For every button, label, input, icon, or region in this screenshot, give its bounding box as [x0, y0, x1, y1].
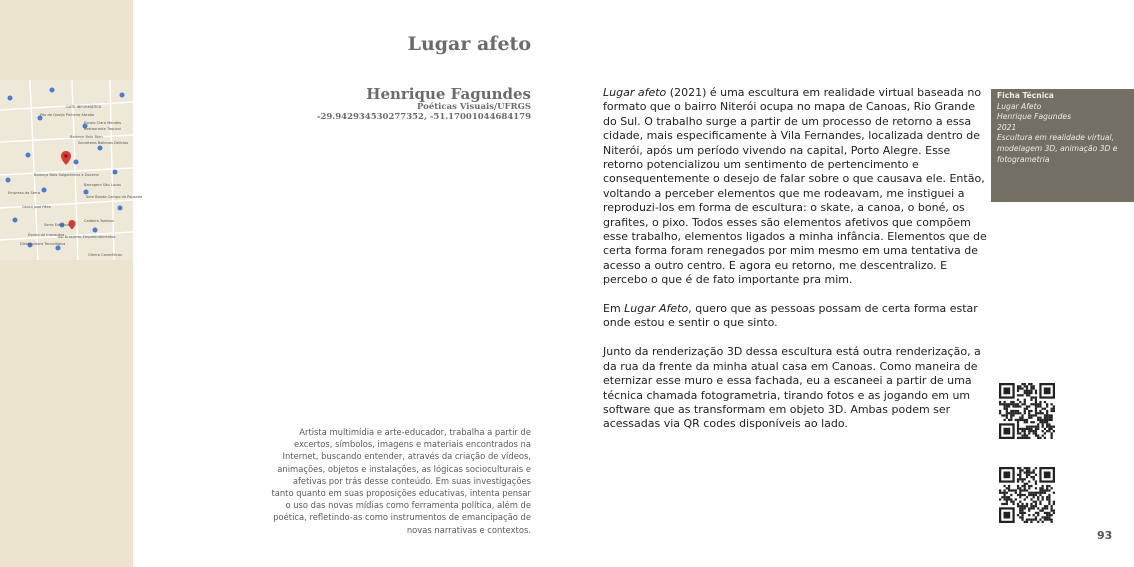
paper-texture-strip: [0, 0, 143, 567]
map-label: Gentil José Pães: [22, 205, 51, 209]
body-paragraph: [603, 86, 987, 288]
map-label: Olmira Cosméticos: [88, 253, 122, 257]
map-label: Barragem São Lucas: [84, 183, 121, 187]
body-paragraph: Junto da renderização 3D dessa escultura está outra renderização, a da rua da frente da minha atual casa em Canoas. Como maneira de eternizar esse muro e essa fachada, eu a escaneei a partir de uma técnica chamada fotogrametria, tirando fotos e as jogando em um software que as transformam em objeto 3D. Ambas podem ser acessadas via QR codes disponíveis ao lado.: [603, 345, 981, 431]
map-label: Sem Banda Campo da Pousada: [86, 195, 143, 199]
map-label: Distribuidora Tecnológica: [20, 242, 66, 246]
map-label: Sorveteria Ballenas Delicias: [78, 141, 129, 145]
qr-code[interactable]: [999, 383, 1055, 439]
paragraph-text: , quero que as pessoas possam de certa forma estar onde estou e sentir o que sinto.: [603, 302, 978, 330]
map-label: Caldeira Tombou: [84, 219, 115, 223]
technical-sheet-line: 2021: [997, 122, 1017, 132]
author-bio: Artista multimídia e arte-educador, trabalha a partir de excertos, símbolos, imagens e materiais encontrados na Internet, buscando entender, através da criação de vídeos, animações, objetos e instalações, as lógicas socioculturais e afetivas por trás desse conteúdo. Em suas investigações tanto quanto em suas proposições educativas, intenta pensar o uso das novas mídias como ferramenta política, além de poética, refletindo-as como instrumentos de emancipação de novas narrativas e contextos.: [271, 427, 531, 535]
map-label: Balanço Bolo Salgadinhos e Doceria: [34, 173, 99, 177]
map-label: Balanço Bolo Bem: [70, 135, 103, 139]
body-paragraph: [603, 302, 987, 331]
author-affiliation: Poéticas Visuais/UFRGS: [417, 102, 531, 113]
author-name: Henrique Fagundes: [366, 85, 531, 103]
author-block: [317, 86, 531, 123]
map-label: Empresa da Serra: [8, 191, 41, 195]
map-label: Sol Brasileiro Empreendimentos: [58, 235, 116, 239]
technical-sheet-line: Escultura em realidade virtual, modelagem 3D, animação 3D e fotogrametria: [997, 133, 1118, 164]
map-label: Escola Clara Mendes: [84, 121, 122, 125]
map-label: Restaurante Tropical: [84, 127, 121, 131]
technical-sheet-line: Henrique Fagundes: [997, 112, 1072, 122]
work-title: Lugar Afeto: [624, 302, 689, 316]
map-label: Escola de Inovações: [28, 233, 65, 237]
paragraph-text: (2021) é uma escultura em realidade virtual baseada no formato que o bairro Niterói ocupa no mapa de Canoas, Rio Grande do Sul. O trabalho surge a partir de um processo de retorno a essa cidade, mais especificamente à Vila Fernandes, localizada dentro de Niterói, após um período vivendo na capital, Porto Alegre. Esse retorno potencializou um sentimento de pertencimento e consequentemente o desejo de falar sobre o que causava ele. Então, voltando a perceber elementos que me rodeavam, me instiguei a reproduzi-los em forma de escultura: o skate, a canoa, o boné, os grafites, o pixo. Todos esses são elementos afetivos que compõem esse trabalho, elementos ligados a minha infância. Elementos que de certa forma foram renegados por mim mesmo em uma tentativa de acesso a outro centro. E agora eu retorno, me descentralizo. E percebo o que é de fato importante pra mim.: [603, 86, 987, 287]
technical-sheet-line: Lugar Afeto: [997, 101, 1042, 111]
technical-sheet-heading: Ficha Técnica: [997, 91, 1054, 100]
map-image: [0, 80, 143, 260]
work-title: Lugar afeto: [603, 86, 667, 99]
page-title: Lugar afeto: [407, 33, 531, 55]
qr-code[interactable]: [999, 467, 1055, 523]
page-number: 93: [1097, 529, 1113, 542]
author-coordinates: -29.942934530277352, -51.17001044684179: [316, 112, 531, 123]
paragraph-text: Em: [603, 302, 625, 316]
map-label: Pão de Queijo Pinheiro Abraão: [40, 113, 95, 117]
map-label: GATE INFORMÁTICA: [66, 105, 102, 109]
technical-sheet: [991, 89, 1134, 202]
body-text: [603, 86, 987, 446]
map-label: Serra Esteticas: [44, 223, 71, 227]
